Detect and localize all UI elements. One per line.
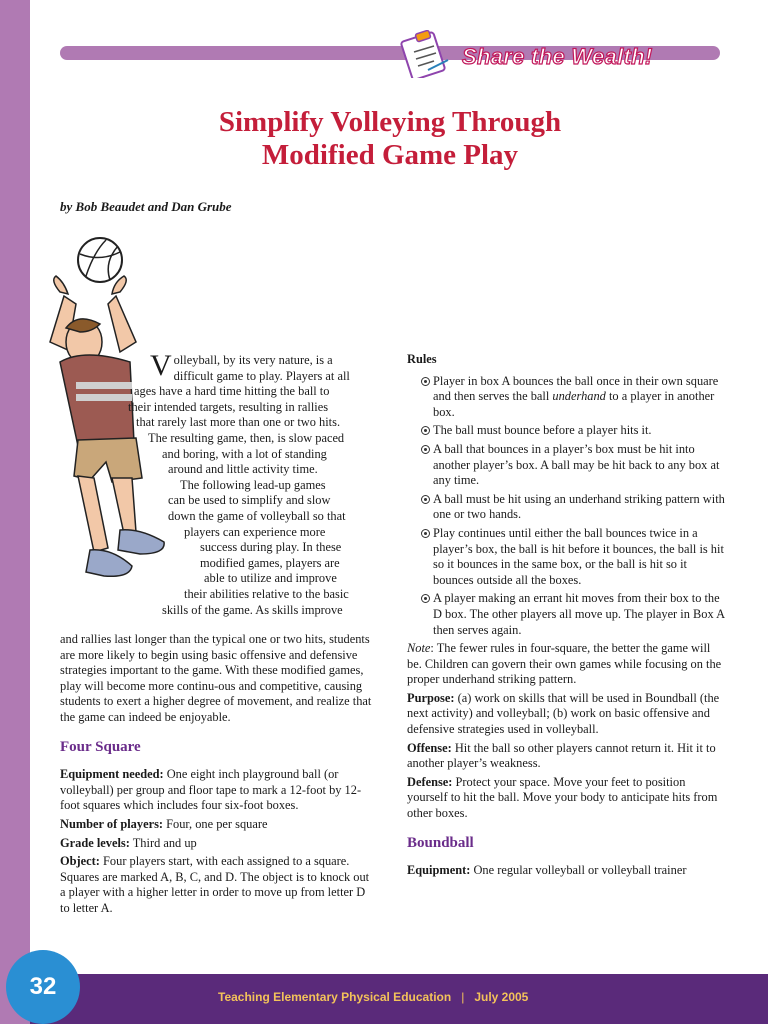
list-item: Play continues until either the ball bounces twice in a player’s box, the ball is hit before it bounces, the ball is hit so it bounces in the same box, or the ball is hit so it bounces outside all the boxes. (421, 526, 725, 588)
list-item: The ball must bounce before a player hits it. (421, 423, 725, 439)
bullet-icon (421, 529, 430, 538)
note: Note: The fewer rules in four-square, the better the game will be. Children can govern their own games while focusing on the proper underhand striking pattern. (407, 641, 722, 687)
footer-publication: Teaching Elementary Physical Education | July 2005 (218, 990, 529, 1004)
list-item: A player making an errant hit moves from their box to the D box. The other players all move up. The player in Box A then serves again. (421, 591, 725, 638)
object: Object: Four players start, with each assigned to a square. Squares are marked A, B, C, and D. The object is to knock out a player with a higher letter in order to move up from letter D to letter A. (60, 854, 370, 915)
rules-list (407, 374, 725, 639)
left-column-lower (60, 632, 372, 920)
page-number-badge: 32 (6, 950, 80, 1024)
right-column (407, 352, 725, 882)
list-item: A ball must be hit using an underhand striking pattern with one or two hands. (421, 492, 725, 523)
bullet-icon (421, 445, 430, 454)
purpose: Purpose: (a) work on skills that will be used in Boundball (the next activity) and volleyball; (b) work on basic offensive and defensive strategies used in volleyball. (407, 690, 720, 737)
intro-continued: and rallies last longer than the typical one or two hits, students are more likely to begin using basic offensive and defensive strategies important to the game. With these modified games, play will become more continu-ous and competitive, causing students to exert a higher degree of movement, and realize that the game can indeed be enjoyable. (60, 632, 372, 724)
list-item: Player in box A bounces the ball once in their own square and then serves the ball underhand to a player in another box. (421, 374, 725, 421)
number-of-players: Number of players: Four, one per square (60, 816, 268, 831)
byline: by Bob Beaudet and Dan Grube (60, 199, 232, 214)
bullet-icon (421, 426, 430, 435)
drop-cap: V (150, 349, 172, 382)
boundball-equipment: Equipment: One regular volleyball or volleyball trainer (407, 863, 687, 878)
list-item: A ball that bounces in a player’s box must be hit into another player’s box. A ball may be hit back to any box at any time. (421, 442, 725, 489)
section-banner: Share the Wealth! (462, 44, 653, 69)
equipment-needed: Equipment needed: One eight inch playground ball (or volleyball) per group and floor tape to mark a 12-foot by 12-foot squares which includes four six-foot boxes. (60, 767, 362, 813)
article-title: Simplify Volleying Through Modified Game Play (218, 106, 562, 171)
clipboard-icon (398, 30, 454, 78)
bullet-icon (421, 495, 430, 504)
defense: Defense: Protect your space. Move your feet to position yourself to hit the ball. Move your body to anticipate hits from other boxes. (407, 774, 718, 821)
bullet-icon (421, 377, 430, 386)
boundball-heading: Boundball (407, 834, 474, 851)
four-square-heading: Four Square (60, 738, 141, 755)
grade-levels: Grade levels: Third and up (60, 835, 197, 850)
offense: Offense: Hit the ball so other players cannot return it. Hit it to another player’s weakness. (407, 740, 716, 771)
bullet-icon (421, 594, 430, 603)
intro-paragraph: V olleyball, by its very nature, is a difficult game to play. Players at all ages have a hard time hitting the ball to their intended targets, resulting in rallies that rarely last more than one or two hits. The resulting game, then, is slow paced and boring, with a lot of standing around and little activity time. The following lead-up games can be used to simplify and slow down the game of volleyball so that players can experience more success during play. In these modified games, players are able to utilize and improve their abilities relative to the basic skills of the game. As skills improve (128, 349, 350, 617)
rules-heading: Rules (407, 352, 437, 366)
